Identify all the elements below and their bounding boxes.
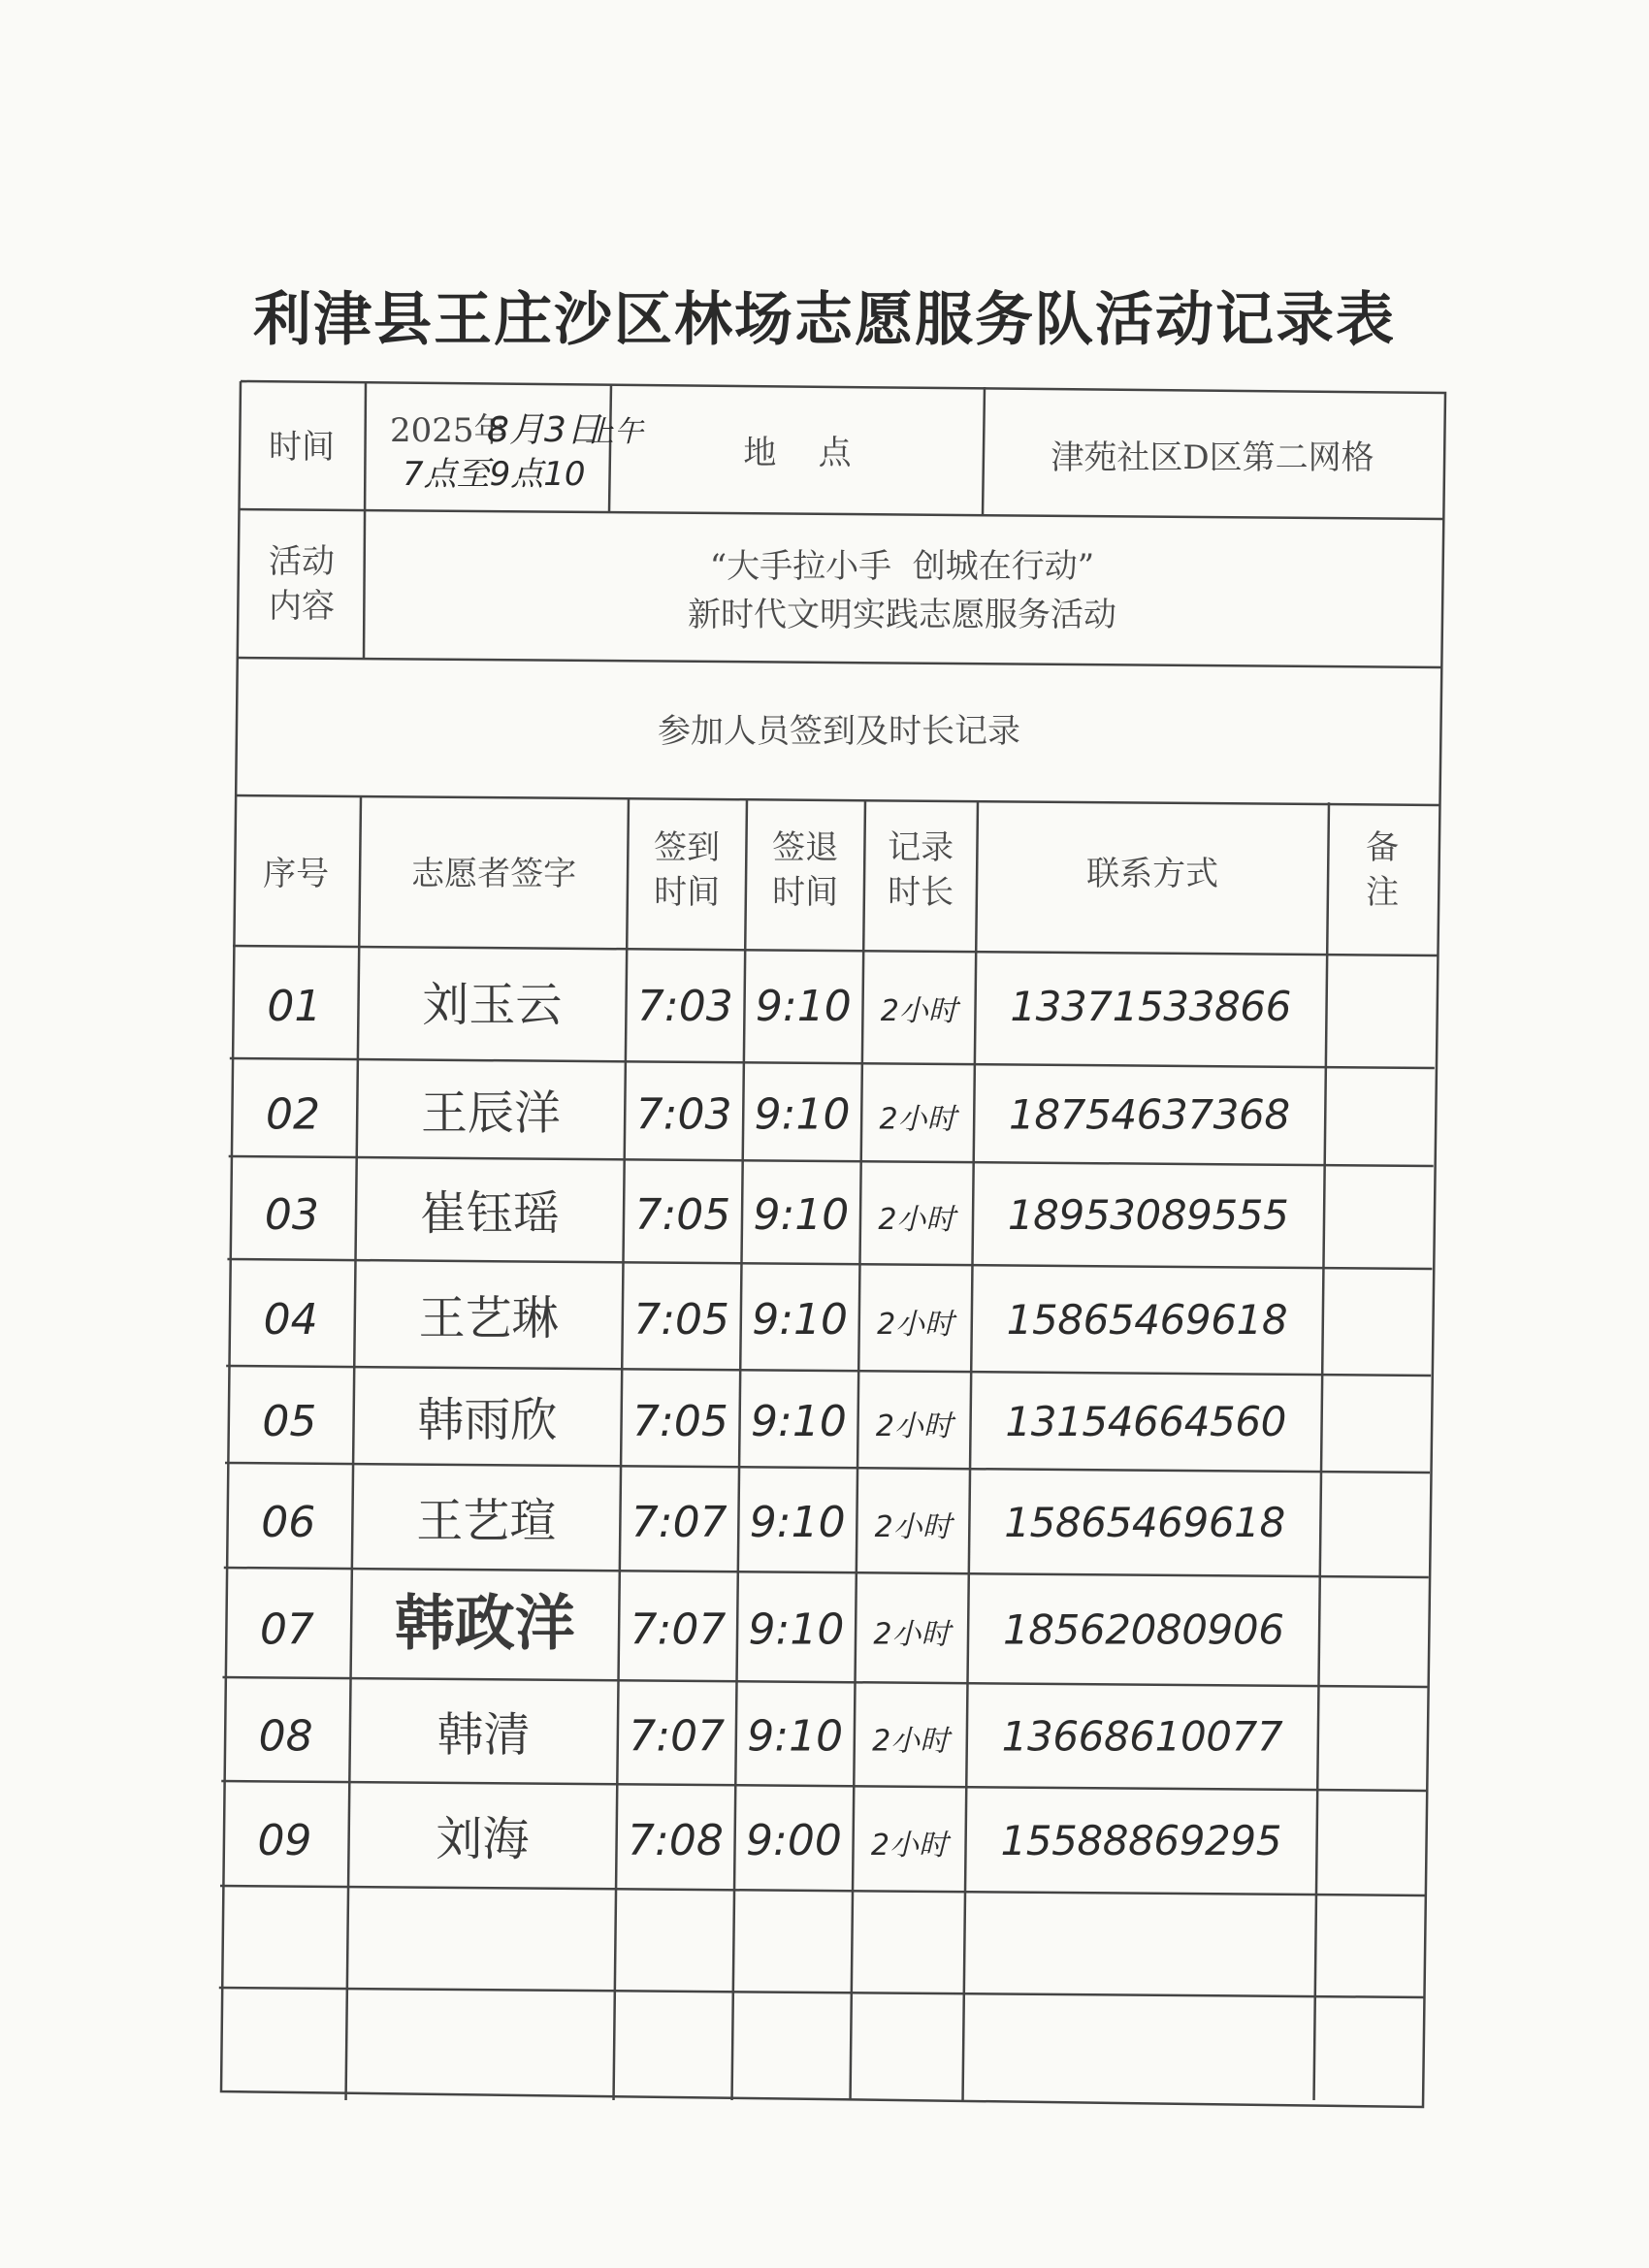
date-year-printed: 2025年 bbox=[390, 411, 507, 450]
sign-out-time: 9:10 bbox=[747, 1711, 844, 1762]
table-row bbox=[257, 1812, 1281, 1866]
volunteer-signature: 王艺瑄 bbox=[416, 1494, 557, 1548]
phone-number: 13371533866 bbox=[1010, 983, 1292, 1030]
sign-in-time: 7:03 bbox=[636, 982, 733, 1031]
duration: 2小时 bbox=[873, 1617, 951, 1652]
sign-out-time: 9:10 bbox=[754, 1089, 851, 1140]
row-number: 09 bbox=[257, 1816, 312, 1865]
phone-number: 13668610077 bbox=[1001, 1712, 1283, 1761]
phone-number: 15865469618 bbox=[1006, 1296, 1288, 1344]
header-cell: 志愿者签字 bbox=[411, 855, 577, 893]
phone-number: 15588869295 bbox=[1000, 1817, 1282, 1864]
date-month-day-hand: 8月3日 bbox=[487, 410, 601, 450]
table-row bbox=[264, 1291, 1288, 1345]
date-weekday-hand: 上午 bbox=[585, 415, 643, 449]
duration: 2小时 bbox=[870, 1829, 948, 1863]
duration: 2小时 bbox=[879, 1102, 956, 1137]
table-body bbox=[257, 978, 1291, 1866]
row-number: 05 bbox=[262, 1397, 317, 1446]
duration: 2小时 bbox=[880, 994, 957, 1028]
row-number: 07 bbox=[259, 1604, 314, 1655]
section-title: 参加人员签到及时长记录 bbox=[658, 712, 1020, 751]
table-row bbox=[262, 1393, 1286, 1447]
volunteer-signature: 王艺琳 bbox=[418, 1291, 559, 1345]
sign-out-time: 9:00 bbox=[746, 1816, 842, 1865]
row-number: 06 bbox=[261, 1498, 316, 1547]
header-cell: 签到 bbox=[654, 828, 721, 867]
phone-number: 18562080906 bbox=[1002, 1605, 1284, 1654]
activity-line-2: 新时代文明实践志愿服务活动 bbox=[688, 596, 1116, 634]
header-cell: 注 bbox=[1366, 873, 1400, 912]
volunteer-signature: 韩政洋 bbox=[394, 1587, 575, 1659]
table-row bbox=[261, 1494, 1285, 1548]
header-cell: 记录 bbox=[888, 828, 954, 867]
sign-in-time: 7:05 bbox=[632, 1397, 728, 1446]
duration: 2小时 bbox=[872, 1724, 950, 1759]
sign-out-time: 9:10 bbox=[751, 1397, 847, 1446]
volunteer-signature: 王辰洋 bbox=[421, 1085, 562, 1141]
volunteer-signature: 刘玉云 bbox=[422, 978, 563, 1032]
table-row bbox=[265, 1186, 1289, 1241]
table-row bbox=[267, 978, 1291, 1032]
location-value: 津苑社区D区第二网格 bbox=[1051, 438, 1374, 477]
form-title: 利津县王庄沙区林场志愿服务队活动记录表 bbox=[253, 286, 1396, 354]
volunteer-signature: 韩清 bbox=[436, 1707, 531, 1763]
row-number: 04 bbox=[263, 1295, 318, 1345]
header-cell: 签退 bbox=[772, 828, 839, 867]
volunteer-signature: 崔钰瑶 bbox=[419, 1186, 560, 1241]
sign-in-time: 7:07 bbox=[630, 1604, 727, 1655]
sign-in-time: 7:08 bbox=[628, 1816, 724, 1865]
phone-number: 18754637368 bbox=[1009, 1090, 1291, 1139]
phone-number: 18953089555 bbox=[1007, 1191, 1289, 1239]
sign-out-time: 9:10 bbox=[748, 1604, 845, 1655]
sign-out-time: 9:10 bbox=[755, 982, 852, 1031]
sign-in-time: 7:07 bbox=[630, 1498, 728, 1547]
header-cell: 时间 bbox=[654, 873, 721, 912]
activity-label-line2: 内容 bbox=[269, 587, 335, 626]
row-number: 02 bbox=[266, 1089, 321, 1140]
sign-in-time: 7:05 bbox=[634, 1190, 731, 1240]
sign-in-time: 7:05 bbox=[633, 1295, 730, 1345]
duration: 2小时 bbox=[877, 1308, 954, 1342]
sign-out-time: 9:10 bbox=[749, 1498, 846, 1547]
volunteer-signature: 刘海 bbox=[436, 1812, 530, 1866]
volunteer-signature: 韩雨欣 bbox=[417, 1393, 558, 1447]
phone-number: 13154664560 bbox=[1005, 1398, 1287, 1445]
duration: 2小时 bbox=[875, 1409, 953, 1443]
phone-number: 15865469618 bbox=[1004, 1499, 1286, 1546]
row-number: 03 bbox=[264, 1190, 319, 1240]
duration: 2小时 bbox=[874, 1510, 952, 1544]
header-cell: 联系方式 bbox=[1086, 855, 1219, 893]
sign-out-time: 9:10 bbox=[752, 1295, 849, 1345]
header-cell: 备 bbox=[1366, 828, 1400, 867]
header-cell: 时间 bbox=[772, 873, 839, 912]
header-cell: 序号 bbox=[263, 855, 330, 893]
table-row bbox=[260, 1588, 1284, 1659]
table-row bbox=[266, 1086, 1290, 1141]
table-row bbox=[259, 1708, 1283, 1763]
row-number: 01 bbox=[267, 982, 322, 1031]
time-label: 时间 bbox=[269, 428, 335, 467]
activity-line-1: “大手拉小手 创城在行动” bbox=[709, 547, 1095, 586]
sign-in-time: 7:07 bbox=[629, 1711, 726, 1762]
header-cell: 时长 bbox=[888, 873, 954, 912]
sign-in-time: 7:03 bbox=[635, 1089, 732, 1140]
table-header bbox=[263, 828, 1399, 912]
time-range-hand: 7点至9点10 bbox=[403, 455, 586, 494]
location-label: 地 点 bbox=[743, 434, 852, 472]
activity-label-line1: 活动 bbox=[269, 542, 335, 581]
row-number: 08 bbox=[258, 1711, 313, 1762]
sign-out-time: 9:10 bbox=[753, 1190, 850, 1240]
duration: 2小时 bbox=[878, 1203, 955, 1237]
